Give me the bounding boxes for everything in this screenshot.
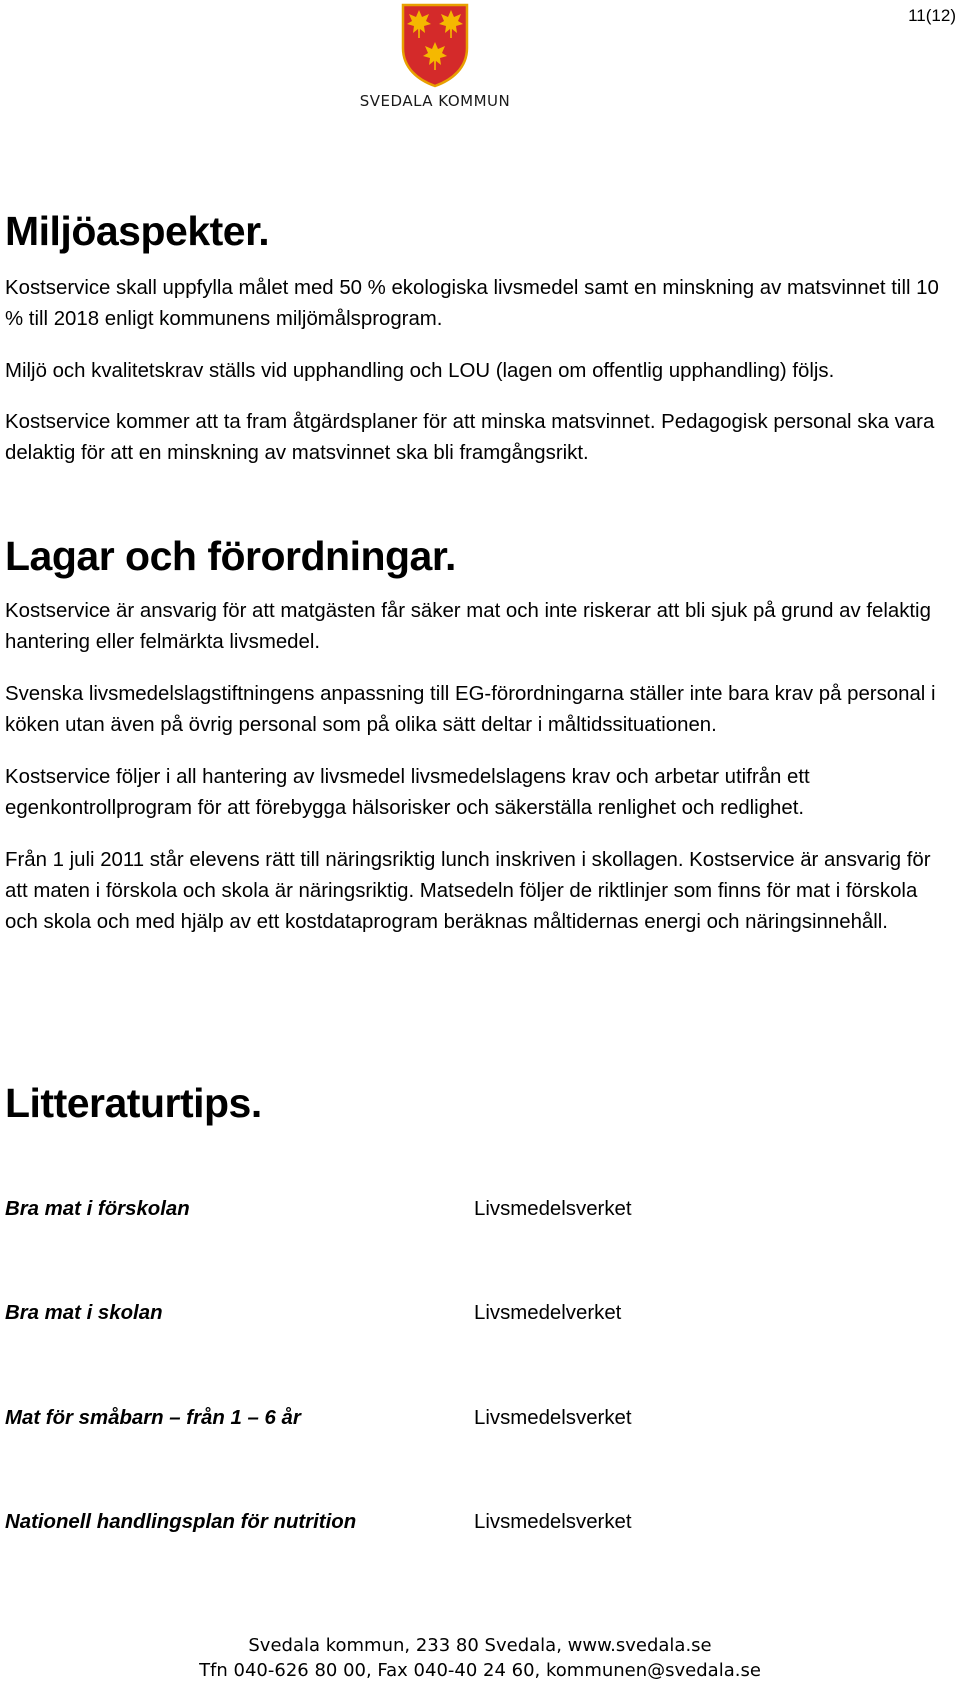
literature-title: Mat för småbarn – från 1 – 6 år — [5, 1407, 301, 1429]
footer-address: Svedala kommun, 233 80 Svedala, www.svedala.se — [248, 1635, 712, 1656]
literature-source: Livsmedelsverket — [474, 1198, 632, 1220]
paragraph: Kostservice kommer att ta fram åtgärdsplaner för att minska matsvinnet. Pedagogisk personal ska vara delaktig för att en minskning av matsvinnet ska bli framgångsrikt. — [5, 411, 935, 464]
paragraph: Kostservice följer i all hantering av livsmedel livsmedelslagens krav och arbetar utifrån ett egenkontrollprogram för att förebygga hälsorisker och säkerställa renlighet och redlighet. — [5, 766, 810, 819]
page-number: 11(12) — [908, 6, 956, 25]
literature-title: Nationell handlingsplan för nutrition — [5, 1511, 357, 1533]
municipality-logo — [355, 2, 515, 117]
paragraph: Från 1 juli 2011 står elevens rätt till näringsriktig lunch inskriven i skollagen. Kostservice är ansvarig för att maten i förskola och skola är näringsriktig. Matsedeln följer de riktlinjer som finns för mat i förskola och skola och med hjälp av ett kostdataprogram beräknas måltidernas energi och näringsinnehåll. — [5, 849, 931, 933]
literature-source: Livsmedelsverket — [474, 1511, 632, 1533]
literature-title: Bra mat i förskolan — [5, 1198, 190, 1220]
paragraph: Svenska livsmedelslagstiftningens anpassning till EG-förordningarna ställer inte bara krav på personal i köken utan även på övrig personal som på olika sätt deltar i måltidssituationen. — [5, 683, 936, 736]
section-heading: Miljöaspekter. — [5, 208, 270, 254]
paragraph: Kostservice skall uppfylla målet med 50 % ekologiska livsmedel samt en minskning av matsvinnet till 10 % till 2018 enligt kommunens miljömålsprogram. — [5, 277, 939, 330]
coat-of-arms-icon — [400, 2, 470, 88]
paragraph: Miljö och kvalitetskrav ställs vid upphandling och LOU (lagen om offentlig upphandling) följs. — [5, 360, 835, 382]
logo-text: SVEDALA KOMMUN — [359, 92, 511, 110]
footer-contact: Tfn 040-626 80 00, Fax 040-40 24 60, kommunen@svedala.se — [199, 1660, 761, 1681]
section-heading: Litteraturtips. — [5, 1080, 262, 1126]
literature-source: Livsmedelsverket — [474, 1407, 632, 1429]
section-heading: Lagar och förordningar. — [5, 533, 456, 579]
paragraph: Kostservice är ansvarig för att matgästen får säker mat och inte riskerar att bli sjuk på grund av felaktig hantering eller felmärkta livsmedel. — [5, 600, 931, 653]
literature-title: Bra mat i skolan — [5, 1302, 163, 1324]
literature-source: Livsmedelverket — [474, 1302, 622, 1324]
